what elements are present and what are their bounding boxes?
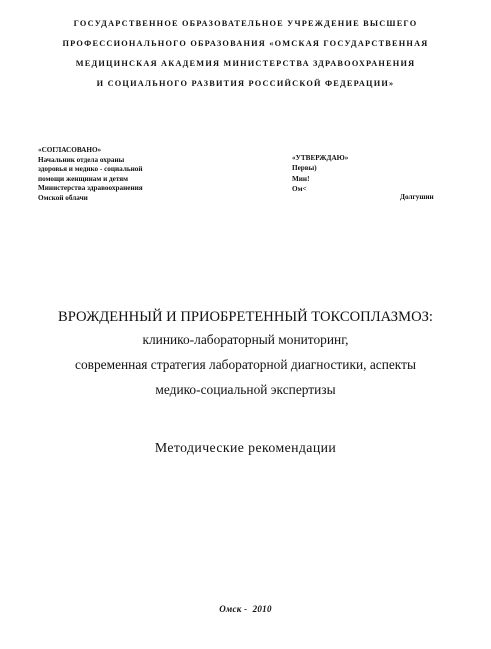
header-line-2: ПРОФЕССИОНАЛЬНОГО ОБРАЗОВАНИЯ «ОМСКАЯ ГОСУДАРСТВЕННАЯ — [62, 39, 429, 48]
agreed-block — [38, 146, 198, 204]
agreed-line-5: Омской облачи — [38, 193, 88, 202]
document-subtitle-line-2: современная стратегия лабораторной диагностики, аспекты — [75, 357, 416, 372]
approve-block — [292, 153, 402, 195]
institution-header — [40, 14, 451, 94]
agreed-line-2: здоровья и медико - социальной — [38, 165, 143, 174]
approve-line-1: Первы) — [292, 164, 317, 173]
document-title: ВРОЖДЕННЫЙ И ПРИОБРЕТЕННЫЙ ТОКСОПЛАЗМОЗ: — [57, 309, 433, 325]
header-line-4: И СОЦИАЛЬНОГО РАЗВИТИЯ РОССИЙСКОЙ ФЕДЕРАЦИИ» — [96, 79, 395, 88]
agreed-line-3: помощи женщинам и детям — [38, 174, 129, 183]
document-subtitle-line-1: клинико-лабораторный мониторинг, — [142, 332, 349, 347]
header-line-1: ГОСУДАРСТВЕННОЕ ОБРАЗОВАТЕЛЬНОЕ УЧРЕЖДЕНИЕ ВЫСШЕГО — [73, 19, 418, 28]
approve-line-3: Ом< — [292, 185, 307, 194]
document-type: Методические рекомендации — [154, 440, 337, 455]
approve-title: «УТВЕРЖДАЮ» — [292, 154, 349, 162]
document-subtitle-line-3: медико-социальной экспертизы — [155, 382, 336, 397]
agreed-line-4: Министерства здравоохранения — [38, 184, 143, 193]
city-year-footer: Омск - 2010 — [219, 604, 272, 614]
header-line-3: МЕДИЦИНСКАЯ АКАДЕМИЯ МИНИСТЕРСТВА ЗДРАВООХРАНЕНИЯ — [75, 59, 416, 68]
agreed-title: «СОГЛАСОВАНО» — [38, 146, 102, 154]
agreed-line-1: Начальник отдела охраны — [38, 155, 125, 164]
approve-line-2: Мин! — [292, 174, 310, 183]
approver-signature-name: Долгушин — [400, 193, 434, 201]
document-title-block — [20, 307, 471, 402]
